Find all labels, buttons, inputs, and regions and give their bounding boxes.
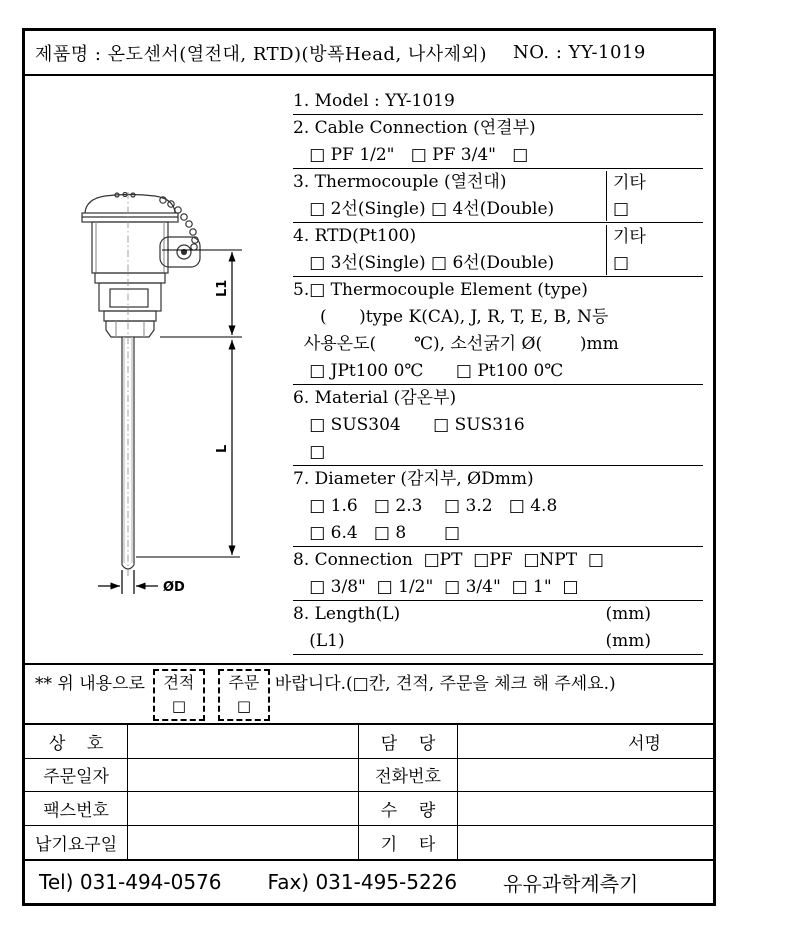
spec-model: 1. Model : YY-1019 — [293, 88, 703, 115]
spec-rtd-header: 4. RTD(Pt100) — [293, 226, 417, 246]
rtd-other-option[interactable] — [606, 225, 676, 275]
spec-element-types[interactable]: ( )type K(CA), J, R, T, E, B, N등 — [293, 307, 609, 327]
spec-thermocouple-options[interactable]: □ 2선(Single) □ 4선(Double) — [293, 196, 703, 223]
title-row — [25, 31, 713, 76]
spec-length-l1-unit: (mm) — [605, 631, 651, 651]
spec-element-pt-options[interactable]: □ JPt100 0℃ □ Pt100 0℃ — [293, 358, 703, 385]
model-no-label: NO. : YY-1019 — [512, 42, 646, 63]
estimate-checkbox-box[interactable] — [153, 669, 205, 721]
phone-number-label: 전화번호 — [359, 759, 459, 793]
other-checkbox[interactable]: □ — [613, 199, 630, 219]
delivery-date-field[interactable] — [128, 826, 358, 860]
spec-connection-sizes[interactable]: □ 3/8" □ 1/2" □ 3/4" □ 1" □ — [293, 574, 703, 601]
company-name-field[interactable] — [128, 725, 358, 759]
spec-length-l-label: 8. Length(L) — [293, 604, 401, 624]
request-note-row — [25, 663, 713, 725]
customer-info-table — [25, 725, 713, 859]
spec-diameter-options-1[interactable]: □ 1.6 □ 2.3 □ 3.2 □ 4.8 — [293, 496, 558, 516]
spec-element-temp[interactable]: 사용온도( ℃), 소선굵기 Ø( )mm — [293, 334, 619, 354]
quantity-field[interactable] — [458, 792, 713, 826]
main-area — [25, 76, 713, 663]
company-name-label: 상 호 — [25, 725, 128, 759]
fax-number-label: 팩스번호 — [25, 792, 128, 826]
other-checkbox[interactable]: □ — [613, 253, 630, 273]
spec-material-other[interactable]: □ — [293, 439, 703, 466]
quantity-label: 수 량 — [359, 792, 459, 826]
order-checkbox-box[interactable] — [218, 669, 270, 721]
dim-label-l: L — [215, 444, 230, 453]
order-date-label: 주문일자 — [25, 759, 128, 793]
product-name-label: 제품명 : 온도센서(열전대, RTD)(방폭Head, 나사제외) — [35, 43, 487, 65]
delivery-date-label: 납기요구일 — [25, 826, 128, 860]
spec-material-header: 6. Material (감온부) — [293, 388, 457, 408]
company-name: 유유과학계측기 — [503, 871, 639, 896]
spec-thermocouple-header: 3. Thermocouple (열전대) — [293, 172, 507, 192]
order-label: 주문 — [228, 673, 260, 692]
spec-connection-header[interactable]: 8. Connection □PT □PF □NPT □ — [293, 550, 604, 570]
spec-cable-options[interactable]: □ PF 1/2" □ PF 3/4" □ — [293, 142, 703, 169]
spec-diameter-options-2[interactable]: □ 6.4 □ 8 □ — [293, 520, 703, 547]
fax-number-field[interactable] — [128, 792, 358, 826]
estimate-checkbox[interactable]: □ — [171, 697, 187, 715]
order-checkbox[interactable]: □ — [236, 697, 252, 715]
phone-number-field[interactable] — [458, 759, 713, 793]
spec-material-options[interactable]: □ SUS304 □ SUS316 — [293, 415, 525, 435]
spec-diameter-header: 7. Diameter (감지부, ØDmm) — [293, 469, 534, 489]
other-label: 기타 — [613, 227, 646, 247]
spec-length-l-unit: (mm) — [605, 604, 651, 624]
spec-length-l[interactable] — [293, 601, 703, 628]
note-suffix: 바랍니다.(□칸, 견적, 주문을 체크 해 주세요.) — [274, 674, 616, 694]
signature-label[interactable]: 서명 — [458, 725, 713, 759]
spec-length-l1[interactable] — [293, 628, 703, 655]
spec-list — [293, 88, 703, 655]
contact-person-label: 담 당 — [359, 725, 459, 759]
document-frame — [22, 28, 716, 906]
spec-element-header[interactable]: 5.□ Thermocouple Element (type) — [293, 280, 588, 300]
estimate-label: 견적 — [163, 673, 195, 692]
other-info-field[interactable] — [458, 826, 713, 860]
thermocouple-other-option[interactable] — [606, 171, 676, 221]
order-date-field[interactable] — [128, 759, 358, 793]
fax-number: Fax) 031-495-5226 — [267, 870, 458, 894]
tel-number: Tel) 031-494-0576 — [39, 870, 222, 894]
dim-label-d: ØD — [163, 580, 185, 595]
footer-row — [25, 859, 713, 903]
sensor-drawing-svg — [60, 160, 290, 640]
other-label: 기타 — [613, 173, 646, 193]
spec-rtd-options[interactable]: □ 3선(Single) □ 6선(Double) — [293, 250, 703, 277]
spec-length-l1-label: (L1) — [293, 631, 345, 651]
spec-cable-header: 2. Cable Connection (연결부) — [293, 118, 536, 138]
sensor-drawing — [60, 160, 290, 640]
note-prefix: ** 위 내용으로 — [35, 674, 145, 694]
other-info-label: 기 타 — [359, 826, 459, 860]
dim-label-l1: L1 — [215, 279, 230, 297]
